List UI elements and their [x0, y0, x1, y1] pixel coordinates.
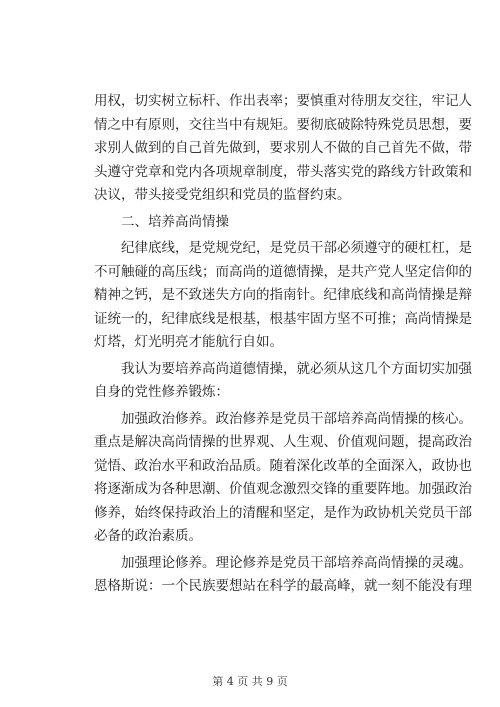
text-line: 灯塔，灯光明亮才能航行自如。	[94, 334, 283, 350]
text-line: 证统一的，纪律底线是根基，根基牢固方坚不可推；高尚情操是	[94, 310, 472, 327]
text-line: 情之中有原则，交往当中有规矩。要彻底破除特殊党员思想，要	[94, 116, 472, 133]
text-line: 自身的党性修养锻炼：	[94, 384, 229, 400]
text-line: 纪律底线，是党规党纪，是党员干部必须遵守的硬杠杠，是	[121, 240, 472, 256]
text-line: 头遵守党章和党内各项规章制度，带头落实党的路线方针政策和	[94, 163, 472, 180]
text-line: 重点是解决高尚情操的世界观、人生观、价值观问题，提高政治	[94, 434, 472, 450]
text-line: 觉悟、政治水平和政治品质。随着深化改革的全面深入，政协也	[94, 457, 472, 474]
section-heading: 二、培养高尚情操	[121, 213, 229, 230]
text-line: 不可触碰的高压线；而高尚的道德情操，是共产党人坚定信仰的	[94, 263, 472, 280]
text-line: 求别人做到的自己首先做到，要求别人不做的自己首先不做，带	[94, 140, 472, 156]
text-line: 加强理论修养。理论修养是党员干部培养高尚情操的灵魂。	[121, 554, 472, 571]
text-line: 我认为要培养高尚道德情操，就必须从这几个方面切实加强	[121, 360, 472, 377]
text-line: 精神之钙，是不致迷失方向的指南针。纪律底线和高尚情操是辩	[94, 287, 472, 303]
text-line: 加强政治修养。政治修养是党员干部培养高尚情操的核心。	[121, 410, 472, 427]
text-line: 决议，带头接受党组织和党员的监督约束。	[94, 187, 351, 203]
text-line: 恩格斯说：一个民族要想站在科学的最高峰，就一刻不能没有理	[94, 578, 472, 594]
text-line: 将逐渐成为各种思潮、价值观念激烈交锋的重要阵地。加强政治	[94, 481, 472, 497]
text-line: 必备的政治素质。	[94, 528, 202, 544]
text-line: 修养，始终保持政治上的清醒和坚定，是作为政协机关党员干部	[94, 504, 472, 521]
document-body	[94, 90, 472, 599]
text-line: 用权，切实树立标杆、作出表率；要慎重对待朋友交往，牢记人	[94, 93, 472, 109]
page-number-footer: 第 4 页 共 9 页	[212, 675, 288, 688]
